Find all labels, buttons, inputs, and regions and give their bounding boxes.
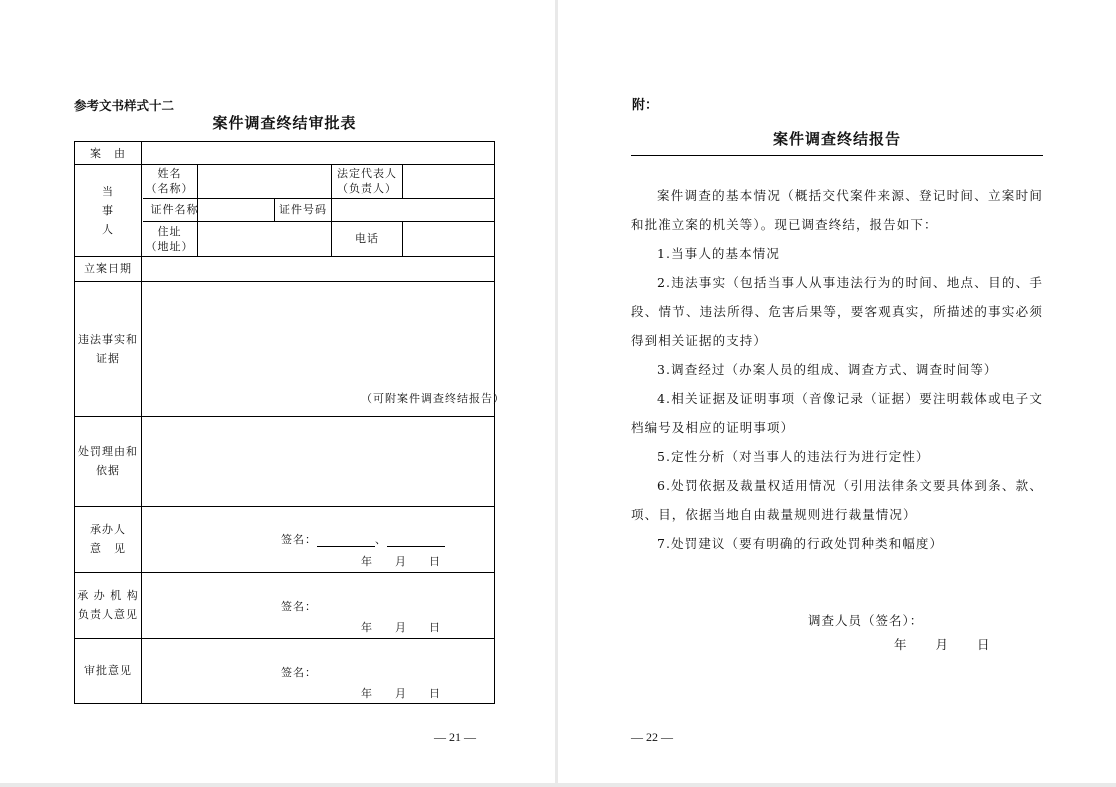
date-month-label: 月: [395, 555, 407, 568]
party-label: [75, 164, 141, 256]
date-day-label: 日: [977, 637, 991, 652]
handler-opinion-label-line2: 意 见: [90, 542, 126, 555]
address-label-line1: 住址: [157, 224, 182, 238]
form-title: 案件调查终结审批表: [212, 114, 357, 132]
penalty-reason-label-line1: 处罚理由和: [78, 445, 138, 458]
handler-sign-label: 签名：: [281, 533, 317, 546]
dept-head-opinion-label-line1: 承 办 机 构: [77, 589, 139, 602]
party-label-line1: 当: [102, 184, 114, 198]
facts-label-line1: 违法事实和: [78, 332, 138, 346]
penalty-reason-field[interactable]: [142, 416, 494, 506]
sign-separator: 、: [375, 533, 387, 546]
approval-sign-label: 签名：: [281, 666, 317, 679]
id-number-field[interactable]: [332, 198, 494, 221]
date-year-label: 年: [361, 621, 373, 634]
report-item-3: 3.调查经过（办案人员的组成、调查方式、调查时间等）: [657, 362, 998, 377]
name-field[interactable]: [198, 164, 331, 198]
name-label: [142, 164, 197, 198]
legal-rep-label: [332, 164, 402, 198]
date-day-label: 日: [429, 555, 441, 568]
report-intro: 案件调查的基本情况（概括交代案件来源、登记时间、立案时间和批准立案的机关等）。现已调查终结，报告如下：: [631, 188, 1043, 232]
handler-opinion-label-line1: 承办人: [90, 523, 126, 536]
report-item-7: 7.处罚建议（要有明确的行政处罚种类和幅度）: [657, 536, 944, 551]
approval-date: [361, 685, 441, 701]
page-number-left: — 21 —: [434, 730, 476, 744]
id-number-label: 证件号码: [279, 203, 327, 216]
phone-label: 电话: [355, 232, 379, 245]
date-year-label: 年: [894, 637, 908, 652]
report-item-2: 2.违法事实（包括当事人从事违法行为的时间、地点、目的、手段、情节、违法所得、危害后果等，要客观真实，所描述的事实必须得到相关证据的支持）: [631, 275, 1043, 348]
handler-signature-line-2[interactable]: [387, 536, 445, 547]
id-name-field[interactable]: [208, 198, 274, 221]
name-label-line1: 姓名: [157, 167, 182, 180]
approval-form-table: [74, 141, 505, 704]
dept-date: [361, 619, 441, 635]
party-label-line3: 人: [102, 222, 114, 236]
facts-label: [75, 281, 141, 416]
address-label: [142, 221, 197, 256]
legal-rep-field[interactable]: [403, 164, 494, 198]
dept-head-opinion-label-line2: 负责人意见: [78, 608, 138, 621]
party-label-line2: 事: [102, 203, 114, 217]
phone-field[interactable]: [403, 221, 494, 256]
facts-label-line2: 证据: [96, 351, 120, 365]
filing-date-label: 立案日期: [84, 262, 132, 275]
date-month-label: 月: [395, 621, 407, 634]
case-reason-label: 案 由: [90, 146, 126, 160]
address-label-line2: （地址）: [145, 239, 194, 253]
approval-opinion-label: 审批意见: [84, 664, 132, 677]
handler-signature-line-1[interactable]: [317, 536, 375, 547]
address-field[interactable]: [198, 221, 331, 256]
handler-date: [361, 553, 441, 569]
date-day-label: 日: [429, 621, 441, 634]
report-item-6: 6.处罚依据及裁量权适用情况（引用法律条文要具体到条、款、项、目，依据当地自由裁量规则进行裁量情况）: [631, 478, 1043, 522]
facts-note: （可附案件调查终结报告）: [361, 392, 505, 405]
report-title: 案件调查终结报告: [772, 130, 901, 148]
handler-sign-row: [281, 531, 445, 547]
penalty-reason-label-line2: 依据: [96, 464, 120, 477]
left-page: [0, 0, 555, 783]
date-month-label: 月: [935, 637, 950, 652]
report-item-4: 4.相关证据及证明事项（音像记录（证据）要注明载体或电子文档编号及相应的证明事项）: [631, 391, 1043, 435]
date-year-label: 年: [361, 687, 373, 700]
date-year-label: 年: [361, 555, 373, 568]
title-divider: [631, 155, 1043, 156]
case-reason-field[interactable]: [142, 142, 494, 164]
dept-sign-label: 签名：: [281, 600, 317, 613]
filing-date-field[interactable]: [142, 256, 494, 281]
legal-rep-label-line1: 法定代表人: [337, 167, 397, 180]
report-body: [631, 181, 1043, 558]
handler-opinion-label: [75, 506, 141, 572]
date-month-label: 月: [395, 687, 407, 700]
report-item-1: 1.当事人的基本情况: [657, 246, 780, 261]
investigator-sign-label: 调查人员（签名）：: [808, 613, 924, 628]
penalty-reason-label: [75, 416, 141, 506]
reference-label: 参考文书样式十二: [74, 98, 175, 113]
legal-rep-label-line2: （负责人）: [337, 182, 397, 195]
page-number-right: — 22 —: [631, 730, 673, 744]
annex-label: 附：: [632, 98, 659, 113]
report-item-5: 5.定性分析（对当事人的违法行为进行定性）: [657, 449, 930, 464]
id-name-label: 证件名称: [150, 203, 199, 216]
report-date: [894, 635, 991, 653]
dept-head-opinion-label: [75, 572, 141, 638]
name-label-line2: （名称）: [145, 182, 194, 195]
date-day-label: 日: [429, 687, 441, 700]
